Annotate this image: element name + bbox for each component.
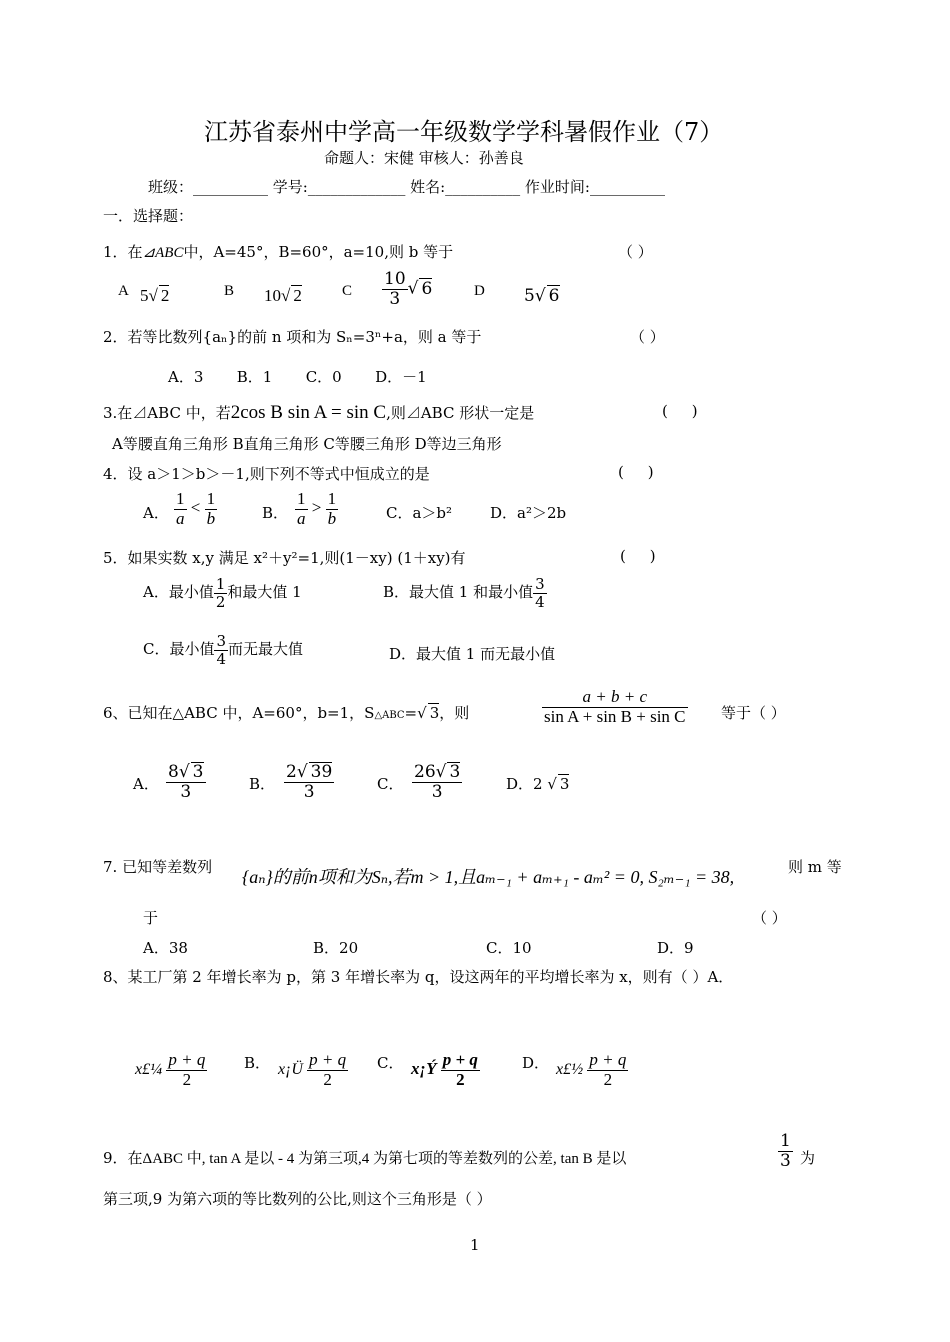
q6-option-a-value: $\frac{8√ 3}{3}$	[168, 762, 204, 802]
q5-option-a: A．最小值 $\frac{1}{2}$ 和最大值 1	[143, 575, 302, 611]
q6-option-b-value: $\frac{2√ 39}{3}$	[286, 762, 333, 802]
student-info-line: 班级：__________ 学号:_____________ 姓名:__________ 作业时间:__________	[148, 178, 665, 196]
q1-option-d-label: D	[474, 283, 485, 299]
page-title: 江苏省泰州中学高一年级数学学科暑假作业（7）	[204, 118, 724, 146]
q7-stem-line2: 于	[143, 909, 159, 927]
q1-option-c-label: C	[342, 283, 353, 299]
q7-option-c: C．10	[486, 939, 532, 957]
q9-fraction: $\frac{1}{3}$	[780, 1131, 791, 1171]
q7-option-d: D．9	[657, 939, 694, 957]
q1-option-c-value: $\frac{10}{3}$ √ 6	[384, 269, 433, 309]
q9-line2: 第三项,9 为第六项的等比数列的公比,则这个三角形是（ ）	[103, 1190, 492, 1208]
q6-ratio-fraction: $\frac{a + b + c}{\text{sin A + sin B + sin C}}$	[544, 687, 686, 726]
q4-stem: 4．设 a＞1＞b＞－1,则下列不等式中恒成立的是	[103, 465, 430, 483]
q9-line1: 9．在ΔABC 中, tan A 是以 - 4 为第三项,4 为第七项的等差数列的公差, tan B 是以	[103, 1149, 627, 1167]
q7-option-a: A．38	[143, 939, 188, 957]
q1-option-a-label: A	[118, 283, 129, 299]
q8-option-a: x£¼ $\frac{p + q}{2}$	[135, 1050, 206, 1089]
q2-answer-paren: （ ）	[630, 328, 665, 346]
page-number: 1	[470, 1236, 480, 1254]
q5-answer-paren: ( )	[620, 547, 656, 565]
q5-option-d: D．最大值 1 而无最小值	[389, 645, 556, 663]
q4-option-a-label: A．	[143, 504, 169, 522]
q8-option-c: x¡Ý $\frac{p + q}{2}$	[411, 1050, 478, 1089]
q5-option-b: B．最大值 1 和最小值 $\frac{3}{4}$	[383, 575, 545, 611]
q8-option-c-label: C．	[377, 1054, 404, 1072]
q3-stem: 3.在⊿ABC 中，若2cos B sin A = sin C,则⊿ABC 形状一定是	[103, 402, 535, 423]
q4-option-c: C．a＞b²	[386, 504, 453, 522]
q4-option-d: D．a²＞2b	[490, 504, 567, 522]
q1-answer-paren: （ ）	[618, 243, 653, 261]
q6-stem-tail: 等于（ ）	[721, 704, 786, 722]
q3-options: A等腰直角三角形 B直角三角形 C等腰三角形 D等边三角形	[112, 435, 502, 453]
q4-answer-paren: ( )	[618, 463, 654, 481]
q6-option-d: D．2 √ 3	[506, 775, 570, 793]
q1-option-b-label: B	[224, 283, 235, 299]
q7-answer-paren: （ ）	[752, 909, 787, 927]
q8-option-d: x£½ $\frac{p + q}{2}$	[556, 1050, 627, 1089]
q1-option-b-value: 10√ 2	[264, 286, 302, 305]
q4-option-b-expr: $\frac{1}{a}$ > $\frac{1}{b}$	[297, 489, 337, 528]
q7-stem-end: 则 m 等	[788, 858, 842, 876]
q8-stem: 8、某工厂第 2 年增长率为 p，第 3 年增长率为 q，设这两年的平均增长率为 x，则有（ ）A．	[103, 968, 734, 986]
q6-stem: 6、已知在△ABC 中，A=60°，b=1，S△ABC=√ 3，则	[103, 704, 470, 722]
q4-option-b-label: B．	[262, 504, 289, 522]
q6-option-c-value: $\frac{26√ 3}{3}$	[414, 762, 461, 802]
q6-option-c-label: C．	[377, 775, 404, 793]
section-heading: 一．选择题：	[103, 207, 194, 225]
q2-options: A．3 B．1 C．0 D．－1	[168, 368, 427, 386]
q1-option-a-value: 5√ 2	[140, 286, 170, 305]
q4-option-a-expr: $\frac{1}{a}$ < $\frac{1}{b}$	[176, 489, 216, 528]
q6-option-a-label: A．	[133, 775, 159, 793]
q8-option-b: x¡Ü $\frac{p + q}{2}$	[278, 1050, 347, 1089]
q2-stem: 2．若等比数列{aₙ}的前 n 项和为 Sₙ=3ⁿ+a，则 a 等于	[103, 328, 482, 346]
q8-option-b-label: B．	[244, 1054, 271, 1072]
q7-formula: {aₙ}的前n项和为Sₙ,若m > 1,且aₘ₋₁ + aₘ₊₁ - aₘ² = 0, S₂ₘ₋₁ = 38,	[242, 867, 735, 887]
q3-answer-paren: ( )	[662, 402, 698, 420]
q9-line1-end: 为	[800, 1149, 816, 1167]
q5-stem: 5．如果实数 x,y 满足 x²＋y²=1,则(1－xy) (1＋xy)有	[103, 549, 466, 567]
q7-stem-start: 7. 已知等差数列	[103, 858, 213, 876]
q1-stem: 1．在⊿ABC中，A=45°，B=60°，a=10,则 b 等于	[103, 243, 454, 261]
q1-option-d-value: 5√ 6	[524, 286, 560, 306]
q7-option-b: B．20	[313, 939, 359, 957]
author-line: 命题人：宋健 审核人：孙善良	[324, 149, 524, 167]
q6-option-b-label: B．	[249, 775, 276, 793]
q5-option-c: C．最小值 $\frac{3}{4}$ 而无最大值	[143, 632, 304, 668]
q8-option-d-label: D．	[522, 1054, 550, 1072]
